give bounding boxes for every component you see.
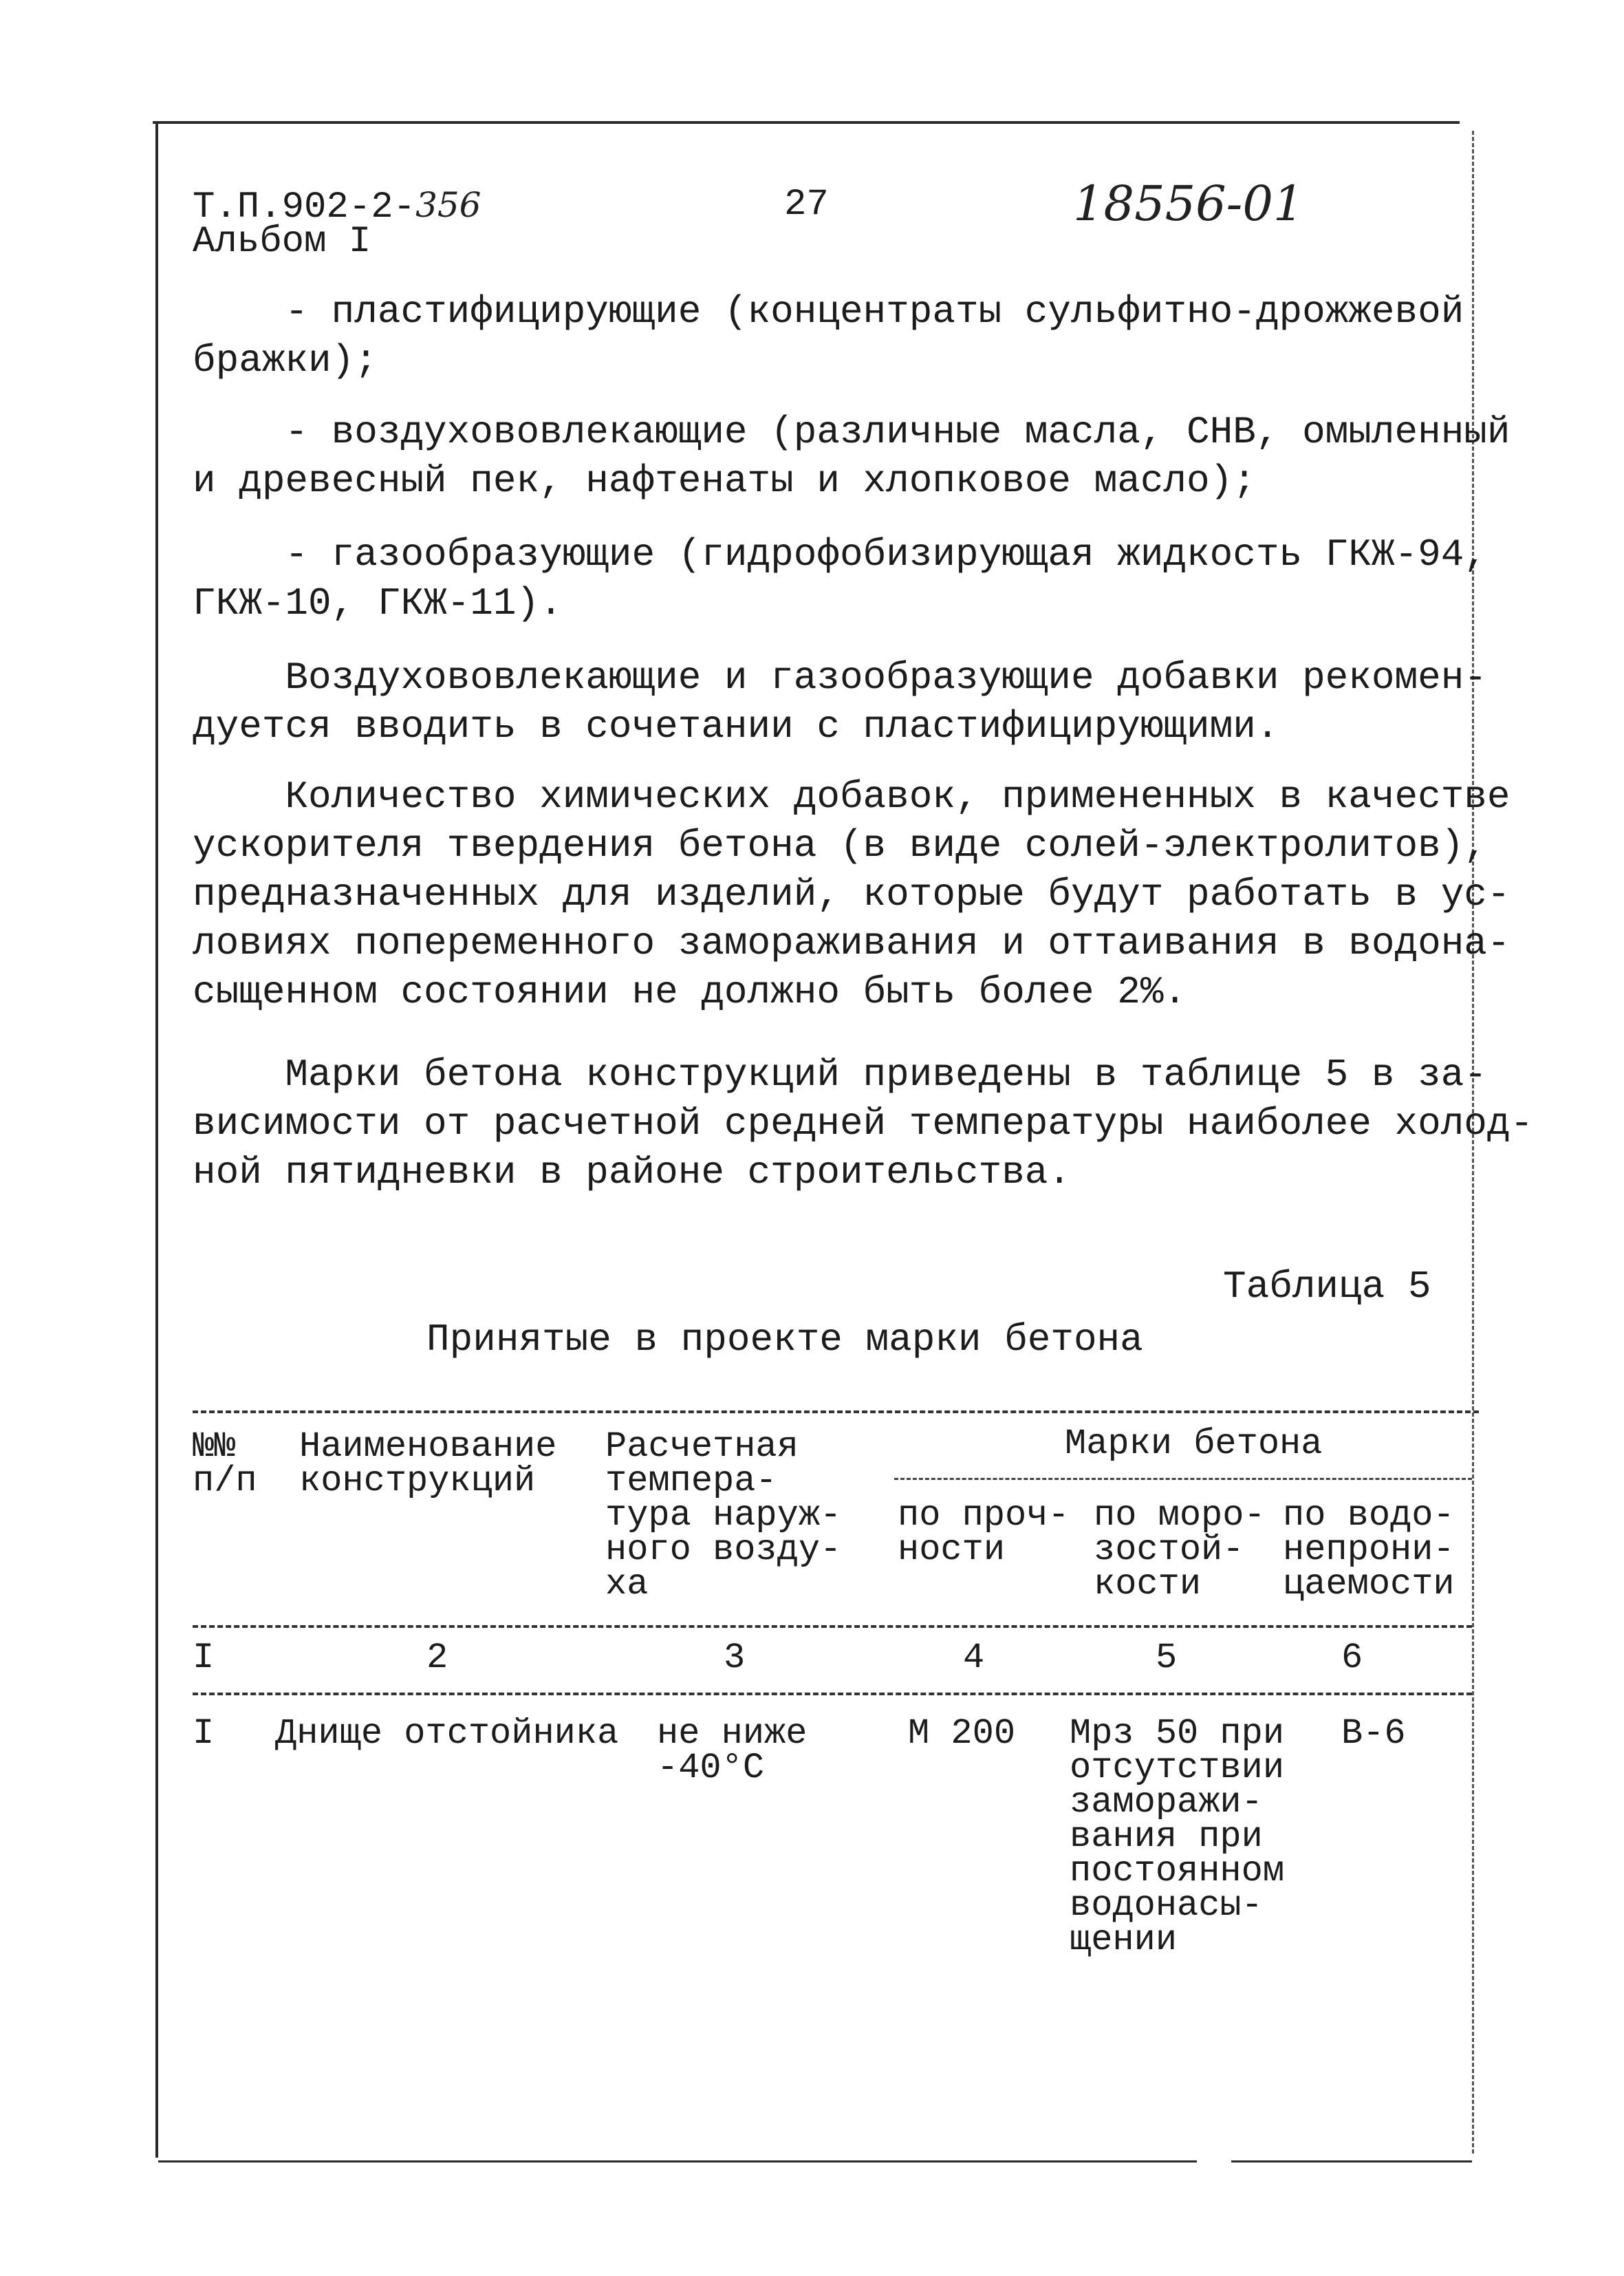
row-strength-grade: М 200 — [908, 1713, 1016, 1754]
header-frost-resistance: по моро- зостой- кости — [1094, 1495, 1266, 1604]
paragraph-concrete-grades: Марки бетона конструкций приведены в таблице 5 в за- висимости от расчетной средней температуры наиболее холод- ной пятидневки в районе строительства. — [193, 1053, 1534, 1194]
row-frost-resistance-grade: Мрз 50 при отсутствии заморажи- вания при постоянном водонасы- щении — [1070, 1713, 1285, 1960]
column-number: I — [193, 1638, 215, 1678]
header-water-resistance: по водо- непрони- цаемости — [1283, 1495, 1455, 1604]
frame-left-border — [155, 121, 158, 2158]
row-design-temperature: не ниже -40°С — [657, 1713, 808, 1788]
header-concrete-grades-group: Марки бетона — [1065, 1424, 1323, 1464]
document-code-handwritten: 356 — [415, 185, 481, 225]
header-row-number: №№ п/п — [193, 1426, 257, 1501]
paragraph-chemical-additives: Количество химических добавок, примененных в качестве ускорителя твердения бетона (в виде солей-электролитов), предназначенных для изделий, которые будут работать в ус- ловиях попеременного замораживания и оттаивания в водона- сыщенном состоянии не должно быть более 2%. — [193, 775, 1511, 1014]
table-column-numbers-rule — [193, 1693, 1472, 1695]
row-number: I — [193, 1713, 215, 1754]
header-construction-name: Наименование конструкций — [299, 1426, 557, 1501]
header-strength: по проч- ности — [898, 1495, 1070, 1570]
row-water-resistance-grade: В-6 — [1341, 1713, 1406, 1754]
table-top-rule — [193, 1410, 1479, 1413]
column-number: 3 — [724, 1638, 746, 1678]
frame-bottom-border-right — [1231, 2160, 1472, 2162]
page-number: 27 — [784, 184, 829, 226]
row-construction-name: Днище отстойника — [275, 1713, 619, 1754]
handwritten-inventory-number: 18556-01 — [1073, 175, 1304, 232]
table-header-bottom-rule — [193, 1625, 1472, 1628]
table-group-rule — [894, 1478, 1472, 1480]
frame-top-border — [153, 121, 1460, 124]
header-design-temperature: Расчетная темпера- тура наруж- ного возду- ха — [605, 1426, 842, 1604]
paragraph-air-entraining: - воздухововлекающие (различные масла, СНВ, омыленный и древесный пек, нафтенаты и хлопковое масло); — [193, 410, 1511, 503]
paragraph-combination: Воздухововлекающие и газообразующие добавки рекомен- дуется вводить в сочетании с пластифицирующими. — [193, 656, 1487, 749]
column-number: 4 — [963, 1638, 985, 1678]
frame-bottom-border — [158, 2160, 1197, 2162]
table-title: Принятые в проекте марки бетона — [426, 1318, 1143, 1362]
column-number: 2 — [426, 1638, 448, 1678]
paragraph-gas-forming: - газообразующие (гидрофобизирующая жидкость ГКЖ-94, ГКЖ-10, ГКЖ-11). — [193, 533, 1487, 625]
column-number: 6 — [1341, 1638, 1363, 1678]
column-number: 5 — [1156, 1638, 1178, 1678]
table-label: Таблица 5 — [1223, 1265, 1431, 1309]
album-label: Альбом I — [193, 221, 371, 263]
document-code-printed: Т.П.902-2- — [193, 186, 416, 228]
paragraph-plasticizers: - пластифицирующие (концентраты сульфитно-дрожжевой бражки); — [193, 290, 1464, 383]
